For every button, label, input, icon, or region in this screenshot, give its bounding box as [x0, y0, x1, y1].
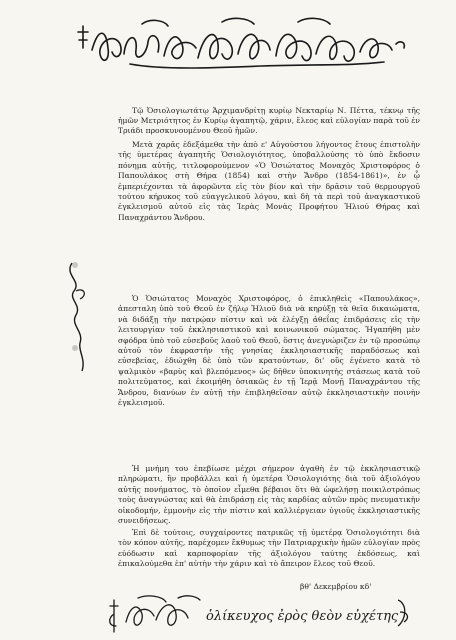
date-line: βθ' Δεκεμβρίου κδ'	[300, 582, 372, 591]
punch-hole	[72, 262, 78, 268]
footer-signature-text: ὁλίκευχος ἐρὸς θεὸν εὐχέτης	[206, 609, 399, 624]
paragraph-4: Ἐπὶ δὲ τούτοις, συγχαίροντες πατρικῶς τῇ ὑμετέρᾳ Ὁσιολογιότητι διὰ τὸν κόπον αὐτῆς, παρέχομεν ἔκθυμως τὴν Πατριαρχικὴν ἡμῶν εὐλογίαν πρὸς εὐόδωσιν καὶ καρποφορίαν τῆς ἀξιολόγου ταύτης ἐκδόσεως, καὶ ἐπικαλούμεθα ἐπ' αὐτὴν τὴν χάριν καὶ τὸ ἄπειρον ἔλεος τοῦ Θεοῦ.	[118, 528, 420, 569]
footer-signature-graphic	[108, 590, 418, 636]
salutation: Τῷ Ὁσιολογιωτάτῳ Ἀρχιμανδρίτῃ κυρίῳ Νεκταρίῳ Ν. Πέττα, τέκνῳ τῆς ἡμῶν Μετριότητος ἐν Κυρίῳ ἀγαπητῷ, χάριν, ἔλεος καὶ εὐλογίαν παρὰ τοῦ ἐν Τριάδι προσκυνουμένου Θεοῦ ἡμῶν.	[118, 105, 420, 136]
ribbon-cord	[60, 255, 90, 375]
footer-signature	[108, 590, 418, 636]
punch-hole	[72, 345, 78, 351]
signature-graphic	[72, 14, 412, 76]
patriarch-signature-header	[72, 14, 412, 76]
paragraph-3: Ἡ μνήμη του ἐπεβίωσε μέχρι σήμερον ἀγαθὴ ἐν τῷ ἐκκλησιαστικῷ πληρώματι, ἣν προβάλλει καὶ ἡ ὑμετέρα Ὁσιολογιότης διὰ τοῦ ἀξιολόγου αὐτῆς πονήματος, τὸ ὁποῖον εἶμεθα βέβαιοι ὅτι θὰ ὠφελήσῃ ποικιλοτρόπως τοὺς ἀναγνώστας καὶ θὰ ἐπιδράσῃ εἰς τὰς καρδίας αὐτῶν πρὸς πνευματικὴν οἰκοδομήν, ἐμμονὴν εἰς τὴν πίστιν καὶ καλλιέργειαν ὑγιοῦς ἐκκλησιαστικῆς συνειδήσεως.	[118, 464, 420, 526]
paragraph-1: Μετὰ χαρᾶς ἐδεξάμεθα τὴν ἀπὸ ε' Αὐγούστου λήγοντος ἔτους ἐπιστολὴν τῆς ὑμετέρας ἀγαπητῆς Ὁσιολογιότητος, ὑποβαλλούσης τὸ ὑπὸ ἔκδοσιν πόνημα αὐτῆς, τιτλοφορούμενον «Ὁ Ὁσιώτατος Μοναχὸς Χριστοφόρος ὁ Παπουλάκος στὴ Θήρα (1854) καὶ στὴν Ἄνδρο (1854-1861)», ἐν ᾧ ἐμπεριέχονται τὰ ἀφορῶντα εἰς τὸν βίον καὶ τὴν δρᾶσιν τοῦ θερμουργοῦ τούτου κήρυκος τοῦ εὐαγγελικοῦ λόγου, καὶ δὴ τὰ περὶ τοῦ ἀναγκαστικοῦ ἐγκλεισμοῦ αὐτοῦ εἰς τὰς Ἱερὰς Μονὰς Προφήτου Ἠλιού Θήρας καὶ Παναχράντου Ἄνδρου.	[118, 140, 420, 222]
paragraph-2: Ὁ Ὁσιώτατος Μοναχὸς Χριστοφόρος, ὁ ἐπικληθεὶς «Παπουλάκος», ἀπεσταλη ὑπὸ τοῦ Θεοῦ ἐν ζήλῳ Ἠλιοῦ διὰ νὰ κηρύξῃ τὰ θεῖα δικαιώματα, νὰ διδάξῃ τὴν πατρῴαν πίστιν καὶ νὰ ἐλέγξῃ ἀθεΐας ἐπιδράσεις εἰς τὴν λειτουργίαν τοῦ ἐκκλησιαστικοῦ καὶ κοινωνικοῦ σώματος. Ἠγαπήθη μὲν σφόδρα ὑπὸ τοῦ εὐσεβοῦς λαοῦ τοῦ Θεοῦ, ὅστις ἀνεγνώριζεν ἐν τῷ προσώπῳ αὐτοῦ τὸν ἐκφραστὴν τῆς γνησίας ἐκκλησιαστικῆς παραδόσεως καὶ εὐσεβείας, ἐδιώχθη δὲ ὑπὸ τῶν κρατούντων, δι' οὓς ἐγένετο κατὰ τὸ ψαλμικὸν «βαρὺς καὶ βλεπόμενος» ὡς δῆθεν ὑποκινητὴς στάσεως κατὰ τοῦ πολιτεύματος, καὶ ἐκοιμήθη ὁσιακῶς ἐν τῇ Ἱερᾷ Μονῇ Παναχράντου τῆς Ἄνδρου, διανύων ἐν αὐτῇ τὴν ἐπιβληθεῖσαν αὐτῷ ἐκκλησιαστικὴν ποινὴν ἐγκλεισμοῦ.	[118, 294, 420, 408]
